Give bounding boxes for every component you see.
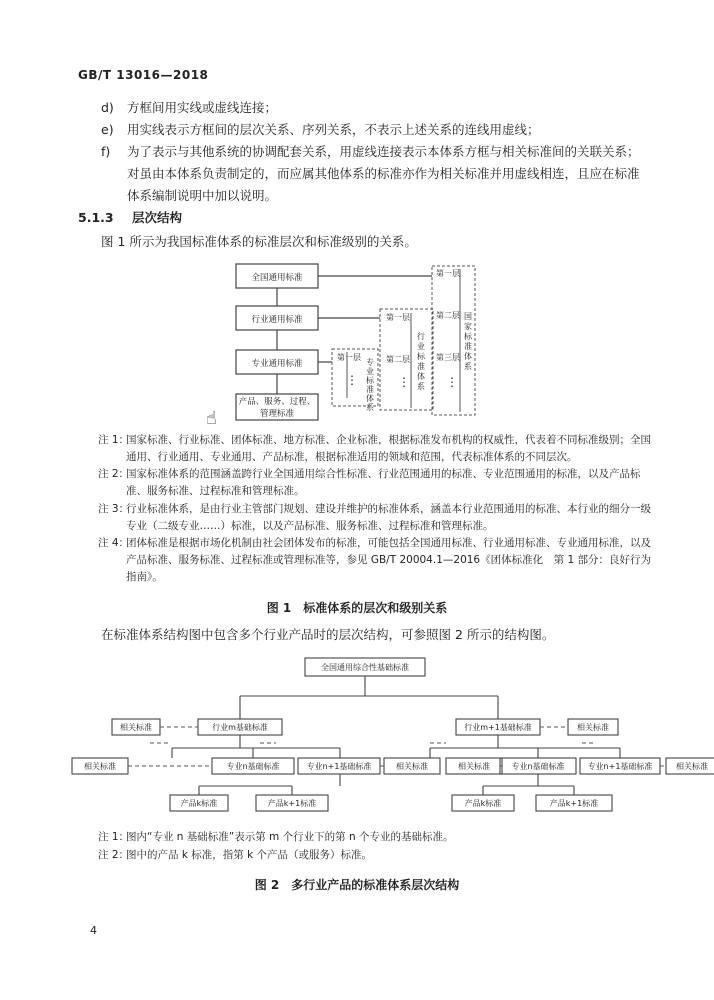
note-label: 注 2： xyxy=(98,468,130,480)
fig2-label-related-l2: 相关标准 xyxy=(396,762,428,771)
item-f-text: 为了表示与其他系统的协调配套关系，用虚线连接表示本体系方框与相关标准间的关联关系；对虽由本体系负责制定的，而应属其他体系的标准亦作为相关标准并用虚线相连，且应在标准体系编制说明中加以说明。 xyxy=(127,144,640,203)
fig1-caption: 图 1 标准体系的层次和级别关系 xyxy=(266,601,448,615)
note-text: 图内“专业 n 基础标准”表示第 m 个行业下的第 n 个专业的基础标准。 xyxy=(126,831,454,843)
item-d-label: d) xyxy=(101,100,114,115)
hand-cursor-icon: ☝ xyxy=(206,408,217,429)
fig2-label-prof-n1-r: 专业n+1基础标准 xyxy=(587,762,653,771)
fig2-label-related-r2: 相关标准 xyxy=(676,762,708,771)
fig2-label-prod-k1-l: 产品k+1标准 xyxy=(267,799,317,808)
note-label: 注 3： xyxy=(98,503,130,515)
paragraph-2: 在标准体系结构图中包含多个行业产品时的层次结构，可参照图 2 所示的结构图。 xyxy=(101,627,555,642)
intro-paragraph: 图 1 所示为我国标准体系的标准层次和标准级别的关系。 xyxy=(101,234,417,249)
fig1-nat-layer3: 第三层 xyxy=(436,353,460,362)
fig1-note-4 xyxy=(98,535,658,586)
fig1-nat-layer2: 第二层 xyxy=(436,311,460,320)
fig2-label-prod-k1-r: 产品k+1标准 xyxy=(549,799,599,808)
figure-1 xyxy=(0,0,714,440)
fig1-col-industry: 行业标准体系 xyxy=(416,332,426,392)
figure-2 xyxy=(0,650,714,820)
fig1-ind-layer1: 第一层 xyxy=(386,313,410,322)
note-text: 国家标准、行业标准、团体标准、地方标准、企业标准，根据标准发布机构的权威性，代表着不同标准级别；全国通用、行业通用、专业通用、产品标准，根据标准适用的领域和范围，代表标准体系的不同层次。 xyxy=(126,434,651,463)
note-label: 注 4： xyxy=(98,537,130,549)
document-header: GB/T 13016—2018 xyxy=(78,68,209,82)
note-text: 行业标准体系，是由行业主管部门规划、建设并维护的标准体系，涵盖本行业范围通用的标准、本行业的细分一级专业（二级专业……）标准，以及产品标准、服务标准、过程标准和管理标准。 xyxy=(126,503,651,532)
fig1-label-product-1: 产品、服务、过程、 xyxy=(238,397,316,407)
note-text: 图中的产品 k 标准，指第 k 个产品（或服务）标准。 xyxy=(126,849,373,861)
fig1-label-industry: 行业通用标准 xyxy=(251,315,303,325)
fig1-ind-dots: ⋮ xyxy=(398,375,410,389)
section-number: 5.1.3 xyxy=(78,210,114,225)
note-label: 注 2： xyxy=(98,849,130,861)
fig2-label-related-r1: 相关标准 xyxy=(458,762,490,771)
fig1-label-product-2: 管理标准 xyxy=(259,409,295,419)
fig2-label-industry-m: 行业m基础标准 xyxy=(212,723,268,732)
fig1-label-national: 全国通用标准 xyxy=(251,273,303,283)
fig2-label-related-left: 相关标准 xyxy=(120,723,152,732)
note-text: 国家标准体系的范围涵盖跨行业全国通用综合性标准、行业范围通用的标准、专业范围通用的标准，以及产品标准、服务标准、过程标准和管理标准。 xyxy=(126,468,641,497)
fig1-prof-layer1: 第一层 xyxy=(337,353,361,362)
item-e-text: 用实线表示方框间的层次关系、序列关系，不表示上述关系的连线用虚线； xyxy=(127,122,540,137)
fig1-note-2 xyxy=(98,466,658,500)
page-number: 4 xyxy=(90,924,97,937)
note-text: 团体标准是根据市场化机制由社会团体发布的标准，可能包括全国通用标准、行业通用标准、专业通用标准，以及产品标准、服务标准、过程标准或管理标准等，参见 GB/T 20004.1—2016《团体标准化 第 1 部分：良好行为指南》。 xyxy=(126,537,651,583)
fig2-label-industry-m1: 行业m+1基础标准 xyxy=(464,723,532,732)
fig2-label-related-l1: 相关标准 xyxy=(84,762,116,771)
fig1-ind-layer2: 第二层 xyxy=(386,355,410,364)
fig1-label-profession: 专业通用标准 xyxy=(251,359,303,369)
fig1-col-national: 国家标准体系 xyxy=(463,312,473,372)
note-label: 注 1： xyxy=(98,831,130,843)
item-d-text: 方框间用实线或虚线连接； xyxy=(127,100,278,115)
fig1-prof-dots: ⋮ xyxy=(346,373,358,387)
fig1-note-3 xyxy=(98,501,658,535)
item-f-label: f) xyxy=(101,144,111,159)
fig2-label-prod-k-r: 产品k标准 xyxy=(464,799,502,808)
fig2-label-top: 全国通用综合性基础标准 xyxy=(321,663,409,672)
fig1-nat-layer1: 第一层 xyxy=(436,269,460,278)
fig1-note-1 xyxy=(98,432,658,466)
section-title: 层次结构 xyxy=(131,210,182,225)
note-label: 注 1： xyxy=(98,434,130,446)
fig2-label-prof-n1-l: 专业n+1基础标准 xyxy=(306,762,372,771)
fig2-label-prof-n-r: 专业n基础标准 xyxy=(511,762,565,771)
fig2-note-1 xyxy=(98,829,658,846)
fig1-nat-dots: ⋮ xyxy=(446,375,458,389)
fig2-caption: 图 2 多行业产品的标准体系层次结构 xyxy=(254,878,460,892)
fig2-note-2 xyxy=(98,847,658,864)
fig2-label-prof-n-l: 专业n基础标准 xyxy=(226,762,280,771)
fig1-col-profession: 专业标准体系 xyxy=(365,358,375,412)
item-e-label: e) xyxy=(101,122,114,137)
fig2-label-related-right: 相关标准 xyxy=(577,723,609,732)
fig2-label-prod-k-l: 产品k标准 xyxy=(180,799,218,808)
